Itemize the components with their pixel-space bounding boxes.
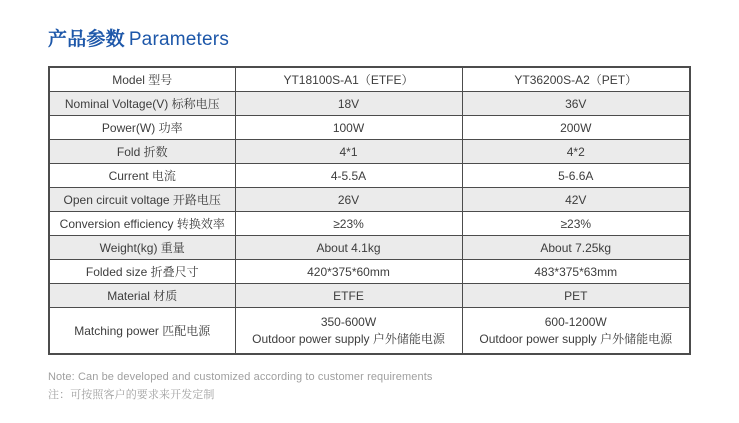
table-row-model [49, 67, 690, 92]
matching-power-a2-supply: Outdoor power supply 户外储能电源 [479, 331, 673, 346]
table-row-nominal-voltage [49, 92, 690, 116]
table-row-open-circuit-voltage [49, 188, 690, 212]
cell-matching-power-a2 [462, 308, 690, 355]
cell-folded-size-a1: 420*375*60mm [235, 260, 462, 284]
row-label-model: Model 型号 [49, 67, 235, 92]
footnotes [48, 368, 691, 404]
row-label-current: Current 电流 [49, 164, 235, 188]
cell-open-circuit-voltage-a1: 26V [235, 188, 462, 212]
cell-fold-a1: 4*1 [235, 140, 462, 164]
row-label-material: Material 材质 [49, 284, 235, 308]
cell-conversion-efficiency-a1: ≥23% [235, 212, 462, 236]
cell-weight-a2: About 7.25kg [462, 236, 690, 260]
row-label-nominal-voltage: Nominal Voltage(V) 标称电压 [49, 92, 235, 116]
row-label-conversion-efficiency: Conversion efficiency 转换效率 [49, 212, 235, 236]
cell-nominal-voltage-a2: 36V [462, 92, 690, 116]
page-title-english: Parameters [128, 29, 230, 50]
table-row-conversion-efficiency [49, 212, 690, 236]
cell-power-a2: 200W [462, 116, 690, 140]
cell-open-circuit-voltage-a2: 42V [462, 188, 690, 212]
matching-power-a1-wattage: 350-600W [320, 314, 377, 329]
matching-power-a1-supply: Outdoor power supply 户外储能电源 [252, 331, 445, 346]
cell-current-a1: 4-5.5A [235, 164, 462, 188]
table-row-folded-size [49, 260, 690, 284]
table-row-matching-power [49, 308, 690, 355]
table-row-current [49, 164, 690, 188]
table-row-power [49, 116, 690, 140]
cell-current-a2: 5-6.6A [462, 164, 690, 188]
cell-material-a1: ETFE [235, 284, 462, 308]
row-label-weight: Weight(kg) 重量 [49, 236, 235, 260]
row-label-fold: Fold 折数 [49, 140, 235, 164]
cell-fold-a2: 4*2 [462, 140, 690, 164]
table-row-material [49, 284, 690, 308]
table-row-weight [49, 236, 690, 260]
row-label-matching-power: Matching power 匹配电源 [49, 308, 235, 355]
matching-power-a2-wattage: 600-1200W [544, 314, 607, 329]
page-title-chinese: 产品参数 [48, 29, 125, 50]
row-label-folded-size: Folded size 折叠尺寸 [49, 260, 235, 284]
cell-weight-a1: About 4.1kg [235, 236, 462, 260]
cell-matching-power-a1 [235, 308, 462, 355]
page-title [48, 29, 691, 50]
cell-nominal-voltage-a1: 18V [235, 92, 462, 116]
parameters-table [48, 66, 691, 355]
row-label-power: Power(W) 功率 [49, 116, 235, 140]
note-english: Note: Can be developed and customized according to customer requirements [48, 371, 433, 383]
cell-power-a1: 100W [235, 116, 462, 140]
cell-model-a2: YT36200S-A2（PET） [462, 67, 690, 92]
row-label-open-circuit-voltage: Open circuit voltage 开路电压 [49, 188, 235, 212]
cell-material-a2: PET [462, 284, 690, 308]
cell-model-a1: YT18100S-A1（ETFE） [235, 67, 462, 92]
cell-conversion-efficiency-a2: ≥23% [462, 212, 690, 236]
table-row-fold [49, 140, 690, 164]
note-chinese: 注：可按照客户的要求来开发定制 [48, 389, 215, 402]
cell-folded-size-a2: 483*375*63mm [462, 260, 690, 284]
